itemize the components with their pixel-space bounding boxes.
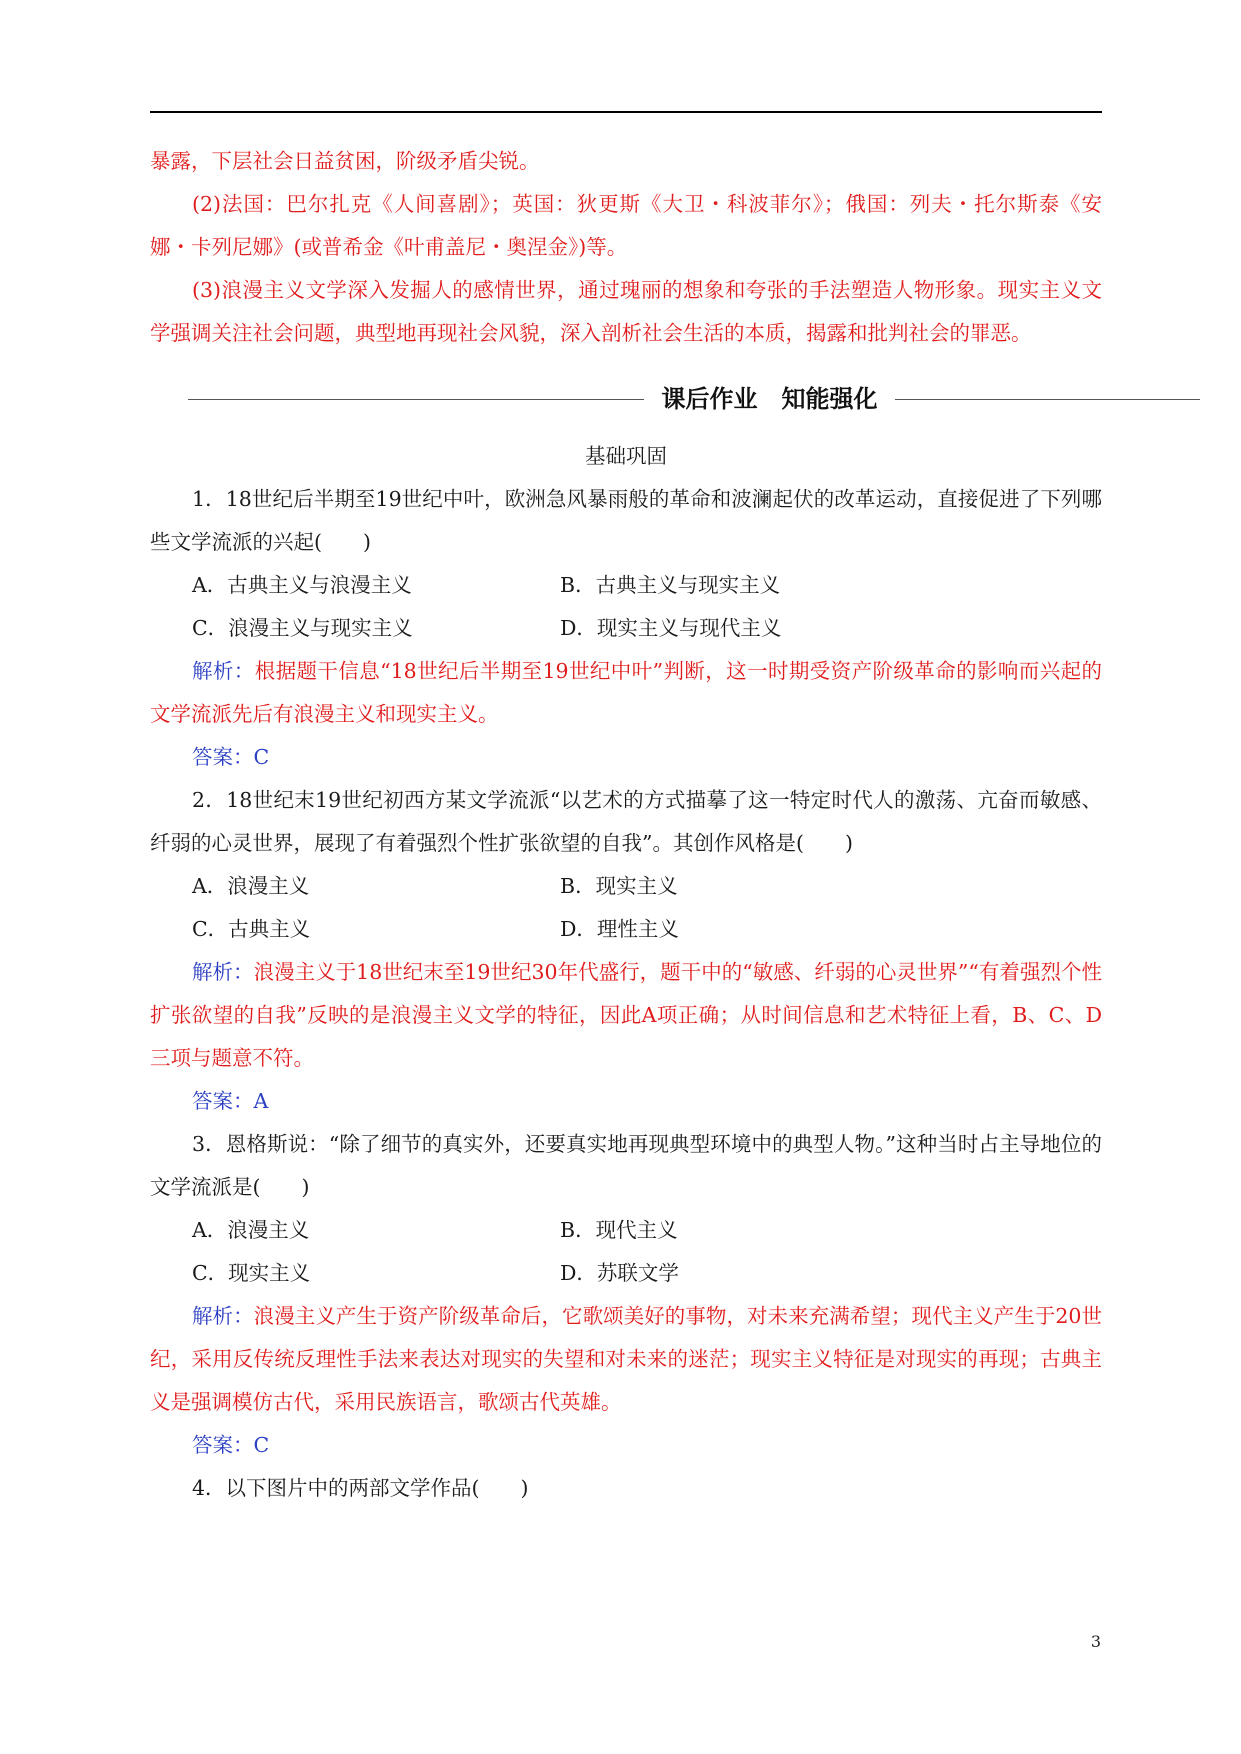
option-b: B．古典主义与现实主义 [560, 573, 781, 597]
analysis-text: 根据题干信息“18世纪后半期至19世纪中叶”判断，这一时期受资产阶级革命的影响而兴起的文学流派先后有浪漫主义和现实主义。 [150, 659, 1103, 726]
answer: 答案：C [192, 1433, 270, 1457]
option-d: D．苏联文学 [560, 1261, 679, 1285]
question-stem: 3．恩格斯说：“除了细节的真实外，还要真实地再现典型环境中的典型人物。”这种当时占主导地位的文学流派是( ) [150, 1132, 1102, 1199]
analysis [150, 1295, 1102, 1424]
options-row [150, 564, 1102, 607]
question-stem: 1．18世纪后半期至19世纪中叶，欧洲急风暴雨般的革命和波澜起伏的改革运动，直接促进了下列哪些文学流派的兴起( ) [150, 487, 1102, 554]
continuation-line: 暴露，下层社会日益贫困，阶级矛盾尖锐。 [150, 149, 540, 173]
answer-item-2: (2)法国：巴尔扎克《人间喜剧》；英国：狄更斯《大卫・科波菲尔》；俄国：列夫・托尔斯泰《安娜・卡列尼娜》(或普希金《叶甫盖尼・奥涅金》)等。 [150, 192, 1102, 259]
option-b: B．现实主义 [560, 874, 678, 898]
option-c: C．古典主义 [192, 917, 311, 941]
options-row [150, 1209, 1102, 1252]
answer: 答案：C [192, 745, 270, 769]
option-a: A．浪漫主义 [192, 874, 310, 898]
analysis [150, 650, 1102, 736]
question-stem: 2．18世纪末19世纪初西方某文学流派“以艺术的方式描摹了这一特定时代人的激荡、亢奋而敏感、纤弱的心灵世界，展现了有着强烈个性扩张欲望的自我”。其创作风格是( ) [150, 788, 1102, 855]
options-row [150, 865, 1102, 908]
option-b: B．现代主义 [560, 1218, 678, 1242]
answer-item-3: (3)浪漫主义文学深入发掘人的感情世界，通过瑰丽的想象和夸张的手法塑造人物形象。现实主义文学强调关注社会问题，典型地再现社会风貌，深入剖析社会生活的本质，揭露和批判社会的罪恶。 [150, 278, 1102, 345]
option-d: D．理性主义 [560, 917, 679, 941]
analysis-label: 解析： [192, 659, 255, 683]
header-rule [150, 111, 1102, 113]
options-row [150, 1252, 1102, 1295]
option-c: C．浪漫主义与现实主义 [192, 616, 413, 640]
option-a: A．古典主义与浪漫主义 [192, 573, 412, 597]
answer: 答案：A [192, 1089, 269, 1113]
analysis-label: 解析： [192, 1304, 254, 1328]
analysis-text: 浪漫主义于18世纪末至19世纪30年代盛行，题干中的“敏感、纤弱的心灵世界”“有着强烈个性扩张欲望的自我”反映的是浪漫主义文学的特征，因此A项正确；从时间信息和艺术特征上看，B、C、D三项与题意不符。 [150, 960, 1102, 1070]
analysis [150, 951, 1102, 1080]
section-subtitle: 基础巩固 [585, 444, 667, 468]
section-header [150, 377, 1102, 421]
section-title: 课后作业 知能强化 [661, 385, 878, 413]
page-number: 3 [1090, 1632, 1101, 1651]
question-3 [150, 1123, 1102, 1467]
option-a: A．浪漫主义 [192, 1218, 310, 1242]
options-row [150, 908, 1102, 951]
analysis-text: 浪漫主义产生于资产阶级革命后，它歌颂美好的事物，对未来充满希望；现代主义产生于20世纪，采用反传统反理性手法来表达对现实的失望和对未来的迷茫；现实主义特征是对现实的再现；古典主义是强调模仿古代，采用民族语言，歌颂古代英雄。 [150, 1304, 1102, 1414]
options-row [150, 607, 1102, 650]
section-rule-left [188, 399, 644, 400]
analysis-label: 解析： [192, 960, 254, 984]
section-rule-right [895, 399, 1200, 400]
page-content [150, 140, 1102, 1510]
question-1 [150, 478, 1102, 779]
option-c: C．现实主义 [192, 1261, 311, 1285]
question-stem: 4．以下图片中的两部文学作品( ) [192, 1476, 529, 1500]
question-2 [150, 779, 1102, 1123]
question-4 [150, 1467, 1102, 1510]
option-d: D．现实主义与现代主义 [560, 616, 782, 640]
